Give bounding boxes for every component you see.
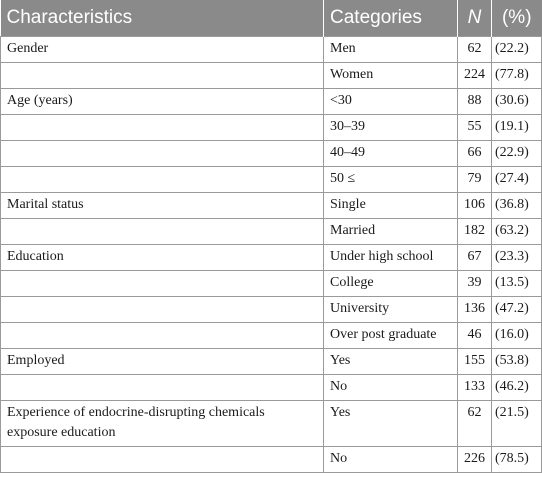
cell-characteristic xyxy=(1,114,324,140)
cell-category: Under high school xyxy=(324,244,458,270)
cell-category: 50 ≤ xyxy=(324,166,458,192)
cell-category: Women xyxy=(324,62,458,88)
table-row xyxy=(1,322,542,348)
cell-percent: (22.2) xyxy=(492,36,542,62)
cell-category: Men xyxy=(324,36,458,62)
cell-category: 30–39 xyxy=(324,114,458,140)
cell-characteristic xyxy=(1,374,324,400)
cell-characteristic: Gender xyxy=(1,36,324,62)
cell-percent: (13.5) xyxy=(492,270,542,296)
cell-n: 136 xyxy=(458,296,492,322)
cell-category: Over post graduate xyxy=(324,322,458,348)
header-row xyxy=(1,0,542,36)
cell-n: 62 xyxy=(458,400,492,446)
cell-n: 182 xyxy=(458,218,492,244)
cell-category: University xyxy=(324,296,458,322)
table-body xyxy=(1,36,542,472)
table-row xyxy=(1,348,542,374)
table-row xyxy=(1,244,542,270)
cell-n: 106 xyxy=(458,192,492,218)
table-row xyxy=(1,296,542,322)
cell-characteristic: Education xyxy=(1,244,324,270)
cell-category: Yes xyxy=(324,348,458,374)
cell-characteristic xyxy=(1,166,324,192)
cell-n: 55 xyxy=(458,114,492,140)
cell-n: 133 xyxy=(458,374,492,400)
cell-characteristic xyxy=(1,296,324,322)
header-characteristics: Characteristics xyxy=(1,0,324,36)
cell-n: 67 xyxy=(458,244,492,270)
cell-category: Married xyxy=(324,218,458,244)
cell-characteristic: Experience of endocrine-disrupting chemicals exposure education xyxy=(1,400,324,446)
header-percent: (%) xyxy=(492,0,542,36)
table-row xyxy=(1,192,542,218)
cell-category: Yes xyxy=(324,400,458,446)
cell-percent: (22.9) xyxy=(492,140,542,166)
cell-category: <30 xyxy=(324,88,458,114)
cell-category: No xyxy=(324,374,458,400)
cell-percent: (77.8) xyxy=(492,62,542,88)
cell-percent: (16.0) xyxy=(492,322,542,348)
cell-category: College xyxy=(324,270,458,296)
table-row xyxy=(1,114,542,140)
cell-characteristic: Marital status xyxy=(1,192,324,218)
cell-percent: (53.8) xyxy=(492,348,542,374)
cell-percent: (23.3) xyxy=(492,244,542,270)
cell-percent: (21.5) xyxy=(492,400,542,446)
cell-percent: (47.2) xyxy=(492,296,542,322)
cell-characteristic xyxy=(1,218,324,244)
cell-characteristic xyxy=(1,270,324,296)
cell-characteristic xyxy=(1,140,324,166)
cell-characteristic: Employed xyxy=(1,348,324,374)
table-row xyxy=(1,62,542,88)
cell-percent: (27.4) xyxy=(492,166,542,192)
cell-n: 88 xyxy=(458,88,492,114)
table-row xyxy=(1,218,542,244)
cell-characteristic: Age (years) xyxy=(1,88,324,114)
header-categories: Categories xyxy=(324,0,458,36)
table-row xyxy=(1,374,542,400)
table-header xyxy=(1,0,542,36)
cell-n: 155 xyxy=(458,348,492,374)
table-row xyxy=(1,166,542,192)
table-row xyxy=(1,270,542,296)
cell-n: 224 xyxy=(458,62,492,88)
cell-n: 79 xyxy=(458,166,492,192)
table-row xyxy=(1,88,542,114)
cell-n: 226 xyxy=(458,446,492,472)
table-row xyxy=(1,140,542,166)
cell-characteristic xyxy=(1,322,324,348)
table-row xyxy=(1,446,542,472)
header-n: N xyxy=(458,0,492,36)
cell-percent: (19.1) xyxy=(492,114,542,140)
cell-percent: (46.2) xyxy=(492,374,542,400)
cell-n: 62 xyxy=(458,36,492,62)
cell-category: Single xyxy=(324,192,458,218)
cell-percent: (36.8) xyxy=(492,192,542,218)
cell-characteristic xyxy=(1,446,324,472)
cell-category: No xyxy=(324,446,458,472)
table-row xyxy=(1,400,542,446)
cell-n: 39 xyxy=(458,270,492,296)
table-row xyxy=(1,36,542,62)
cell-percent: (63.2) xyxy=(492,218,542,244)
cell-category: 40–49 xyxy=(324,140,458,166)
cell-percent: (78.5) xyxy=(492,446,542,472)
cell-percent: (30.6) xyxy=(492,88,542,114)
cell-n: 66 xyxy=(458,140,492,166)
cell-n: 46 xyxy=(458,322,492,348)
cell-characteristic xyxy=(1,62,324,88)
